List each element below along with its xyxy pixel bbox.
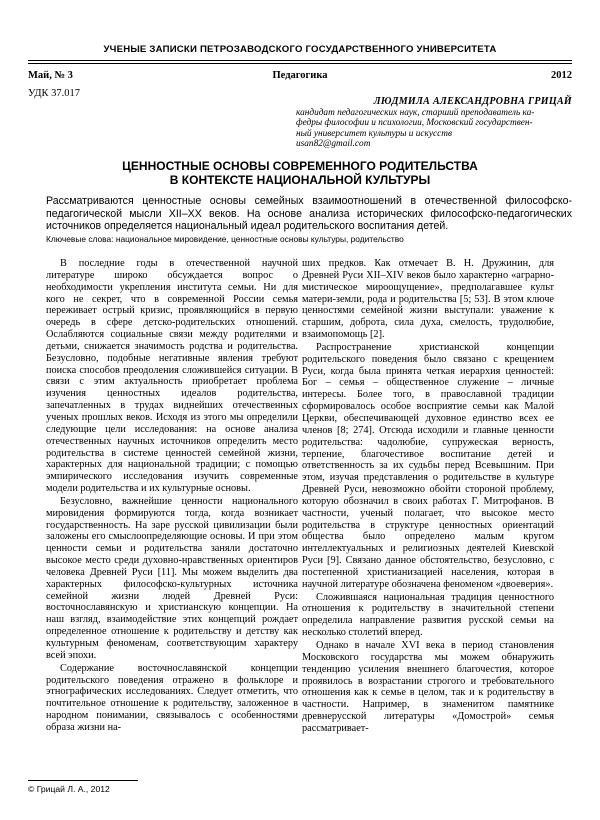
abstract: Рассматриваются ценностные основы семейных взаимоотношений в отечественной философско-педагогической мысли XII–XX веков. На основе анализа исторических философско-педагогических источников определяется национальный идеал родительского воспитания детей. — [46, 195, 572, 232]
udk-code: УДК 37.017 — [28, 88, 81, 99]
header-rule — [28, 60, 572, 61]
body-paragraph: В последние годы в отечественной научной литературе широко обсуждается вопрос о необходимости укрепления института семьи. Ни для кого не секрет, что в современной России семья переживает острый кризис, проявляющийся в первую очередь в сфере детско-родительских отношений. Ослабляются социальные связи между родителями и детьми, снижается значимость родства и родительства. Безусловно, подобные негативные явления требуют поиска способов преодоления сложившейся ситуации. В связи с этим актуальность приобретает проблема изучения ценностных идеалов родительства, запечатленных в трудах виднейших отечественных ученых прошлых веков. Исходя из этого мы определили следующие цели исследования: на основе анализа отечественных научных источников определить место родительства в системе ценностей семейной жизни, характерных для национальной традиции; с помощью эмпирического исследования изучить современные модели родительства и их культурные основы. — [46, 258, 298, 495]
issue-year: 2012 — [551, 70, 572, 81]
author-info-line: федры философии и психологии, Московский государствен- — [296, 118, 533, 129]
issue-meta — [28, 70, 572, 84]
issue-number: Май, № 3 — [28, 70, 73, 81]
article-title — [0, 159, 600, 187]
keywords: Ключевые слова: национальное мировидение, ценностные основы культуры, родительство — [46, 234, 404, 244]
article-title-line: В КОНТЕКСТЕ НАЦИОНАЛЬНОЙ КУЛЬТУРЫ — [169, 173, 431, 187]
body-paragraph: Сложившаяся национальная традиция ценностного отношения к родительству в значительной степени определила направление развития русской семьи на несколько столетий вперед. — [302, 591, 554, 639]
body-paragraph: Однако в начале XVI века в период становления Московского государства мы можем обнаружить тенденцию усиления внешнего благочестия, которое проявилось в возрастании строгого и требовательного отношения как к семье в целом, так и к родительству в частности. Например, в знаменитом памятнике древнерусской литературы «Домострой» семья рассматривает- — [302, 640, 554, 734]
author-name: ЛЮДМИЛА АЛЕКСАНДРОВНА ГРИЦАЙ — [373, 96, 572, 107]
author-info-line: ный университет культуры и искусств — [296, 128, 452, 139]
body-paragraph: Содержание восточнославянской концепции родительского поведения отражено в фольклоре и этнографических исследованиях. Следует отметить, что почтительное отношение к родительству, заложенное в народном понимании, связывалось с особенностями образа жизни на- — [46, 662, 298, 733]
author-info-line: кандидат педагогических наук, старший преподаватель ка- — [296, 108, 535, 118]
body-column-right — [302, 258, 554, 736]
section-name: Педагогика — [272, 70, 328, 81]
article-title-line: ЦЕННОСТНЫЕ ОСНОВЫ СОВРЕМЕННОГО РОДИТЕЛЬСТВА — [122, 159, 478, 173]
body-paragraph: Распространение христианской концепции родительского поведения было связано с крещением Руси, когда была принята четкая иерархия ценностей: Бог – семья – общественное служение – личные интересы. Более того, в православной традиции сформировалось особое восприятие семьи как Малой Церкви, обеспечивающей духовное единство всех ее членов [8; 274]. Отсюда исходили и главные ценности родительства: чадолюбие, супружеская верность, терпение, благочестивое воспитание детей и ответственность за их судьбы перед Всевышним. При этом, изучая представления о родительстве в культуре Древней Руси, невозможно обойти стороной проблему, которую обозначил в своих работах Г. Митрофанов. В частности, ученый полагает, что высокое место родительства в структуре ценностных ориентаций общества было определено малым кругом интеллектуальных и религиозных деятелей Киевской Руси [9]. Связано данное обстоятельство, безусловно, с постепенной христианизацией населения, которая в научной литературе обозначена феноменом «двоеверия». — [302, 341, 554, 590]
author-email[interactable]: usan82@gmail.com — [296, 139, 371, 150]
header-rule — [28, 63, 572, 64]
body-paragraph: Безусловно, важнейшие ценности национального мировидения формируются тогда, когда возникает государственность. На заре русской цивилизации были заложены его смыслоопределяющие основы. И при этом ценности семьи и родительства заняли достаточно высокое место среди духовно-нравственных ориентиров человека Древней Руси [11]. Мы можем выделить два характерных философско-культурных источника семейной жизни людей Древней Руси: восточнославянскую и христианскую концепции. На наш взгляд, взаимодействие этих концепций рождает определенное отношение к родительству и детству как культурным феноменам, соответствующим характеру всей эпохи. — [46, 495, 298, 661]
journal-title: УЧЕНЫЕ ЗАПИСКИ ПЕТРОЗАВОДСКОГО ГОСУДАРСТВЕННОГО УНИВЕРСИТЕТА — [103, 44, 497, 55]
copyright-notice: © Грицай Л. А., 2012 — [28, 784, 110, 794]
footer-rule — [28, 780, 138, 781]
body-column-left — [46, 258, 298, 735]
author-affiliation — [296, 108, 576, 150]
body-paragraph: ших предков. Как отмечает В. Н. Дружинин, для Древней Руси XII–XIV веков было характерно «аграрно-мистическое мироощущение», предполагавшее культ матери-земли, рода и родительства [5; 53]. В этом ключе ценностями семейной жизни выступали: уважение к старшим, доброта, сила духа, смелость, трудолюбие, взаимопомощь [2]. — [302, 258, 554, 341]
